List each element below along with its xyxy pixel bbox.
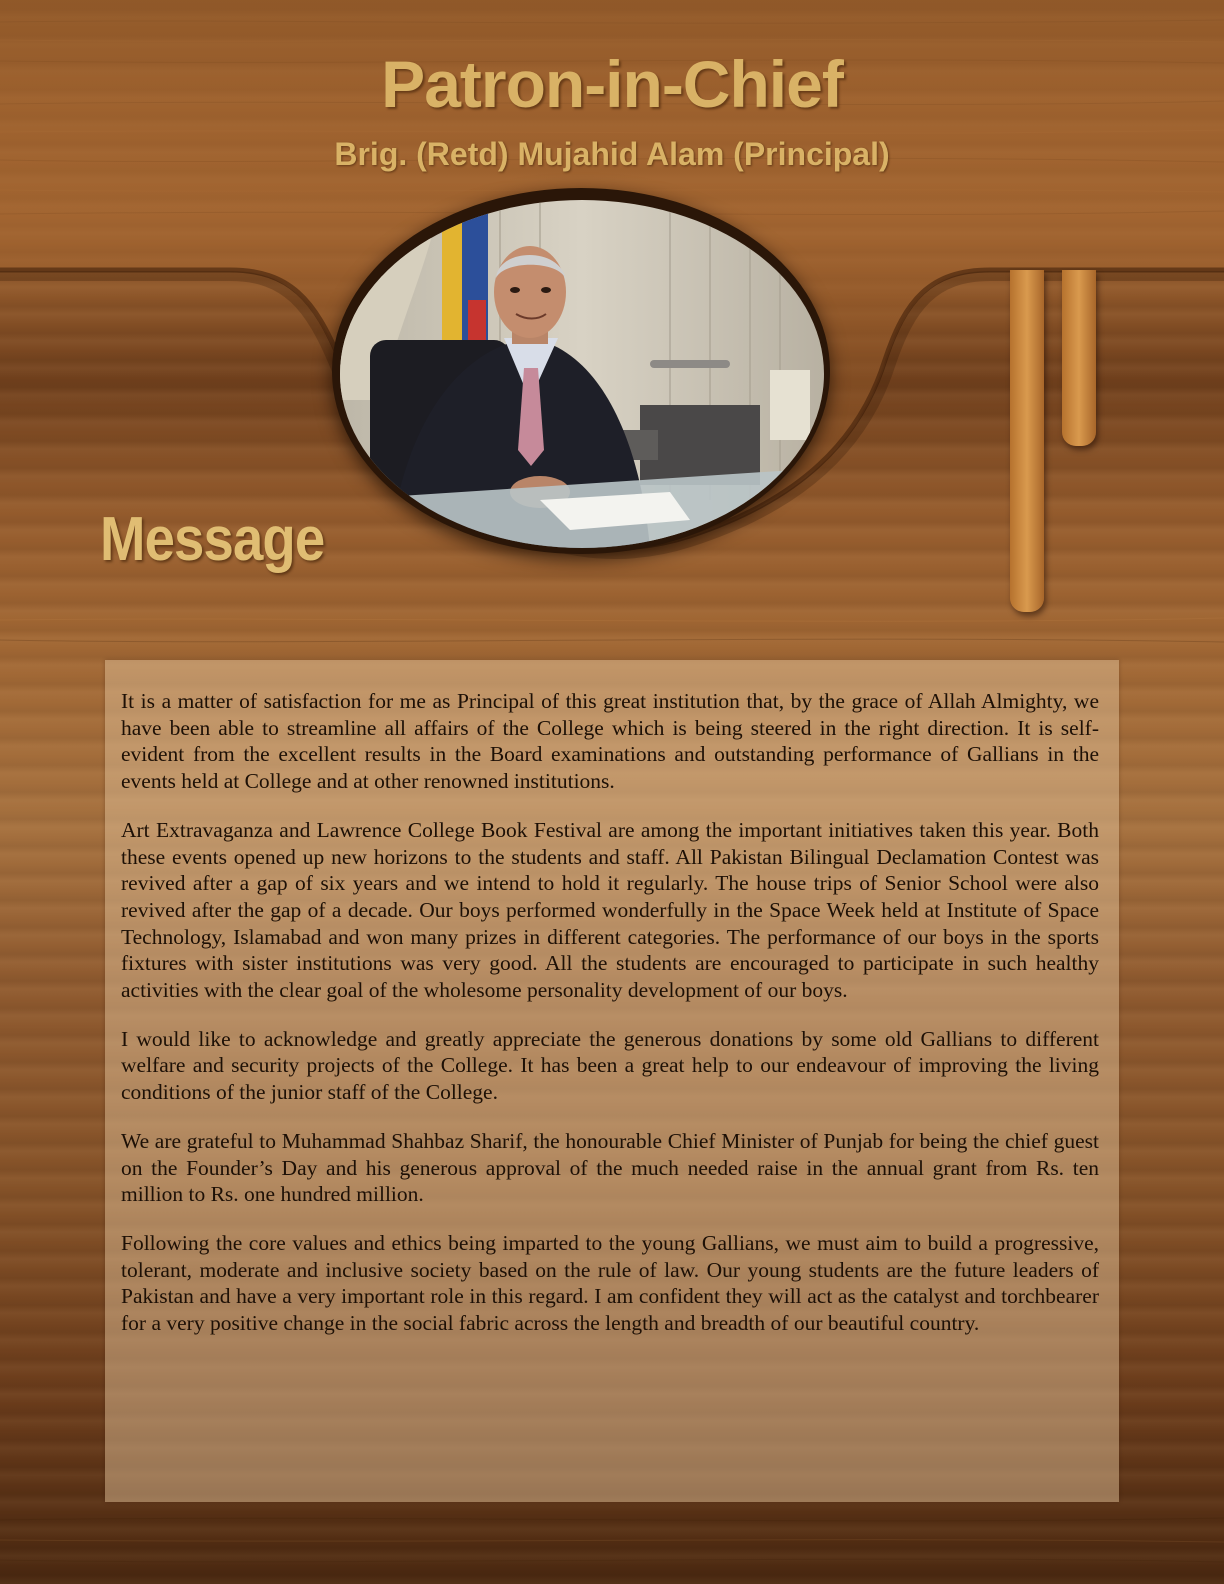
message-heading: Message <box>100 505 325 574</box>
message-body <box>121 688 1099 1359</box>
patron-name: Brig. (Retd) Mujahid Alam (Principal) <box>334 136 890 172</box>
message-paragraph: We are grateful to Muhammad Shahbaz Sharif, the honourable Chief Minister of Punjab for being the chief guest on the Founder’s Day and his generous approval of the much needed raise in the annual grant from Rs. ten million to Rs. one hundred million. <box>121 1128 1099 1207</box>
message-paragraph: Following the core values and ethics being imparted to the young Gallians, we must aim to build a progressive, tolerant, moderate and inclusive society based on the rule of law. Our young students are the future leaders of Pakistan and have a very important role in this regard. I am confident they will act as the catalyst and torchbearer for a very positive change in the social fabric across the length and breadth of our beautiful country. <box>121 1230 1099 1336</box>
message-paragraph: I would like to acknowledge and greatly appreciate the generous donations by some old Gallians to different welfare and security projects of the College. It has been a great help to our endeavour of improving the living conditions of the junior staff of the College. <box>121 1026 1099 1105</box>
decorative-wood-strip <box>1010 270 1044 612</box>
message-paragraph: Art Extravaganza and Lawrence College Book Festival are among the important initiatives taken this year. Both these events opened up new horizons to the students and staff. All Pakistan Bilingual Declamation Contest was revived after a gap of six years and we intend to hold it regularly. The house trips of Senior School were also revived after the gap of a decade. Our boys performed wonderfully in the Space Week held at Institute of Space Technology, Islamabad and won many prizes in different categories. The performance of our boys in the sports fixtures with sister institutions was very good. All the students are encouraged to participate in such healthy activities with the clear goal of the wholesome personality development of our boys. <box>121 817 1099 1003</box>
decorative-wood-strip <box>1062 270 1096 446</box>
message-paragraph: It is a matter of satisfaction for me as Principal of this great institution that, by the grace of Allah Almighty, we have been able to streamline all affairs of the College which is being steered in the right direction. It is self-evident from the excellent results in the Board examinations and outstanding performance of Gallians in the events held at College and at other renowned institutions. <box>121 689 1099 794</box>
principal-portrait-image <box>340 200 824 548</box>
page-title: Patron-in-Chief <box>381 47 843 121</box>
